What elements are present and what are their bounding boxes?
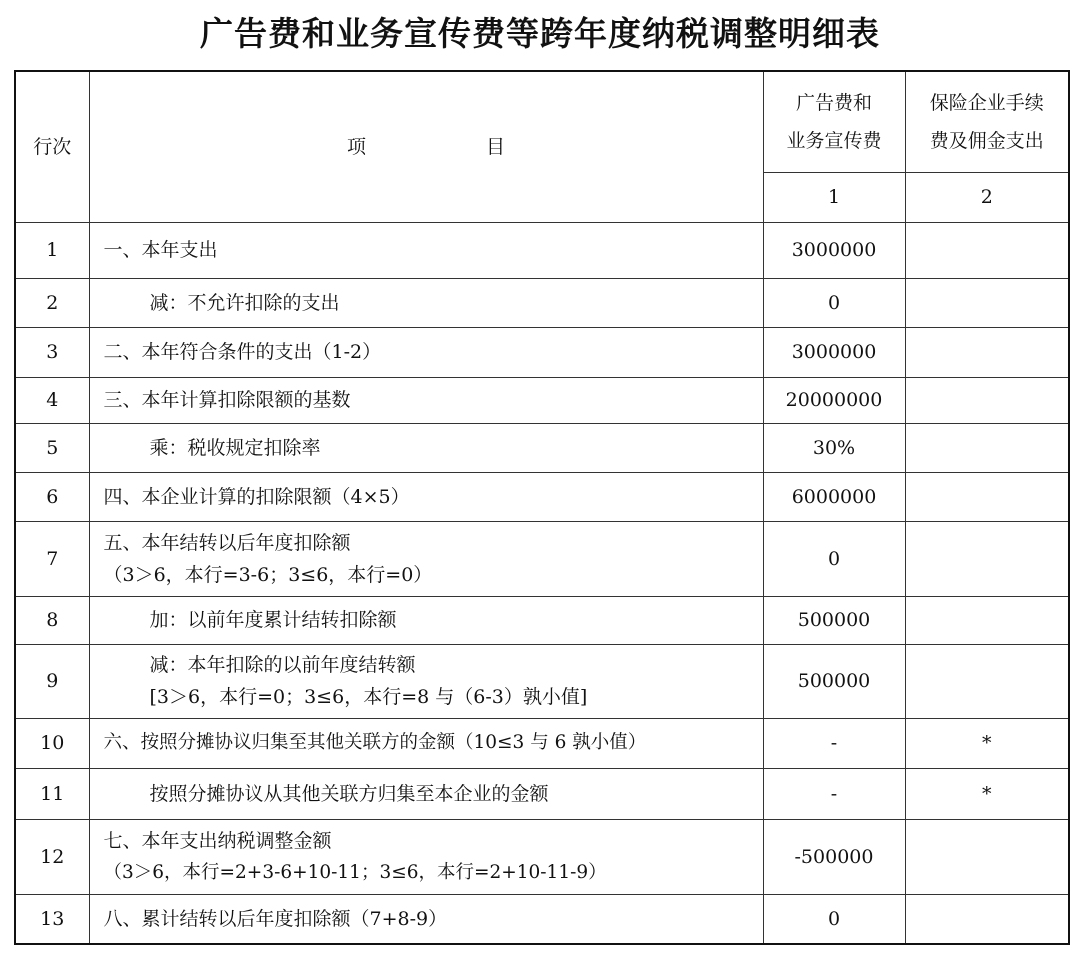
row-value-col2 [905, 327, 1069, 377]
row-value-col2 [905, 521, 1069, 596]
row-value-col2 [905, 377, 1069, 423]
row-value-col1: 0 [763, 278, 905, 327]
row-item: 二、本年符合条件的支出（1-2） [89, 327, 763, 377]
page-title: 广告费和业务宣传费等跨年度纳税调整明细表 [200, 14, 880, 53]
row-value-col2: * [905, 718, 1069, 768]
table-row [15, 423, 1069, 472]
header-col1 [763, 71, 905, 172]
row-item: 乘：税收规定扣除率 [89, 423, 763, 472]
row-item: 六、按照分摊协议归集至其他关联方的金额（10≤3 与 6 孰小值） [89, 718, 763, 768]
row-item: 加：以前年度累计结转扣除额 [89, 596, 763, 644]
header-col1-line2: 业务宣传费 [786, 129, 882, 152]
header-row-no: 行次 [15, 71, 89, 222]
row-value-col1: 6000000 [763, 472, 905, 521]
header-col1-number: 1 [763, 172, 905, 222]
row-value-col2 [905, 423, 1069, 472]
row-number: 1 [15, 222, 89, 278]
row-number: 5 [15, 423, 89, 472]
tax-adjustment-table [14, 70, 1070, 945]
table-row [15, 644, 1069, 718]
row-number: 9 [15, 644, 89, 718]
row-value-col2 [905, 472, 1069, 521]
table-row [15, 521, 1069, 596]
row-value-col2 [905, 222, 1069, 278]
row-value-col1: -500000 [763, 819, 905, 894]
table-row [15, 819, 1069, 894]
row-number: 10 [15, 718, 89, 768]
row-number: 2 [15, 278, 89, 327]
header-col2-line2: 费及佣金支出 [929, 129, 1044, 152]
table-row [15, 377, 1069, 423]
row-item: 按照分摊协议从其他关联方归集至本企业的金额 [89, 768, 763, 819]
row-number: 6 [15, 472, 89, 521]
table-row [15, 718, 1069, 768]
row-item-line1: 五、本年结转以后年度扣除额 [103, 531, 351, 554]
row-value-col1: 0 [763, 894, 905, 944]
row-number: 7 [15, 521, 89, 596]
row-value-col1: 20000000 [763, 377, 905, 423]
header-item-a: 项 [346, 135, 366, 158]
row-number: 4 [15, 377, 89, 423]
header-col2-number: 2 [905, 172, 1069, 222]
row-value-col1: 3000000 [763, 222, 905, 278]
row-number: 3 [15, 327, 89, 377]
header-col2-line1: 保险企业手续 [929, 91, 1044, 114]
row-value-col1: - [763, 768, 905, 819]
row-item-line1: 七、本年支出纳税调整金额 [103, 829, 332, 852]
row-value-col1: 500000 [763, 644, 905, 718]
table-row [15, 327, 1069, 377]
header-col2 [905, 71, 1069, 172]
row-item: 四、本企业计算的扣除限额（4×5） [89, 472, 763, 521]
row-number: 12 [15, 819, 89, 894]
row-item: 八、累计结转以后年度扣除额（7+8-9） [89, 894, 763, 944]
header-item-b: 目 [486, 135, 506, 158]
row-item [89, 644, 763, 718]
header-item [89, 71, 763, 222]
row-item-line2: （3＞6，本行=3-6；3≤6，本行=0） [103, 563, 433, 586]
table-row [15, 596, 1069, 644]
row-value-col1: 30% [763, 423, 905, 472]
row-value-col2: * [905, 768, 1069, 819]
table-row [15, 768, 1069, 819]
row-value-col1: 500000 [763, 596, 905, 644]
row-item-line1: 减：本年扣除的以前年度结转额 [149, 654, 416, 676]
table-row [15, 472, 1069, 521]
row-item-line2: （3＞6，本行=2+3-6+10-11；3≤6，本行=2+10-11-9） [103, 861, 607, 883]
row-item [89, 521, 763, 596]
row-value-col2 [905, 596, 1069, 644]
table-row [15, 894, 1069, 944]
row-value-col2 [905, 644, 1069, 718]
row-value-col1: 0 [763, 521, 905, 596]
row-value-col2 [905, 894, 1069, 944]
row-number: 13 [15, 894, 89, 944]
table-row [15, 222, 1069, 278]
row-number: 8 [15, 596, 89, 644]
row-item: 减：不允许扣除的支出 [89, 278, 763, 327]
row-item-line2: [3＞6，本行=0；3≤6，本行=8 与（6-3）孰小值] [149, 686, 588, 708]
table-row [15, 278, 1069, 327]
row-item: 三、本年计算扣除限额的基数 [89, 377, 763, 423]
row-item [89, 819, 763, 894]
header-row [15, 71, 1069, 172]
row-number: 11 [15, 768, 89, 819]
header-col1-line1: 广告费和 [795, 91, 872, 114]
row-item: 一、本年支出 [89, 222, 763, 278]
row-value-col2 [905, 819, 1069, 894]
row-value-col1: - [763, 718, 905, 768]
row-value-col1: 3000000 [763, 327, 905, 377]
row-value-col2 [905, 278, 1069, 327]
